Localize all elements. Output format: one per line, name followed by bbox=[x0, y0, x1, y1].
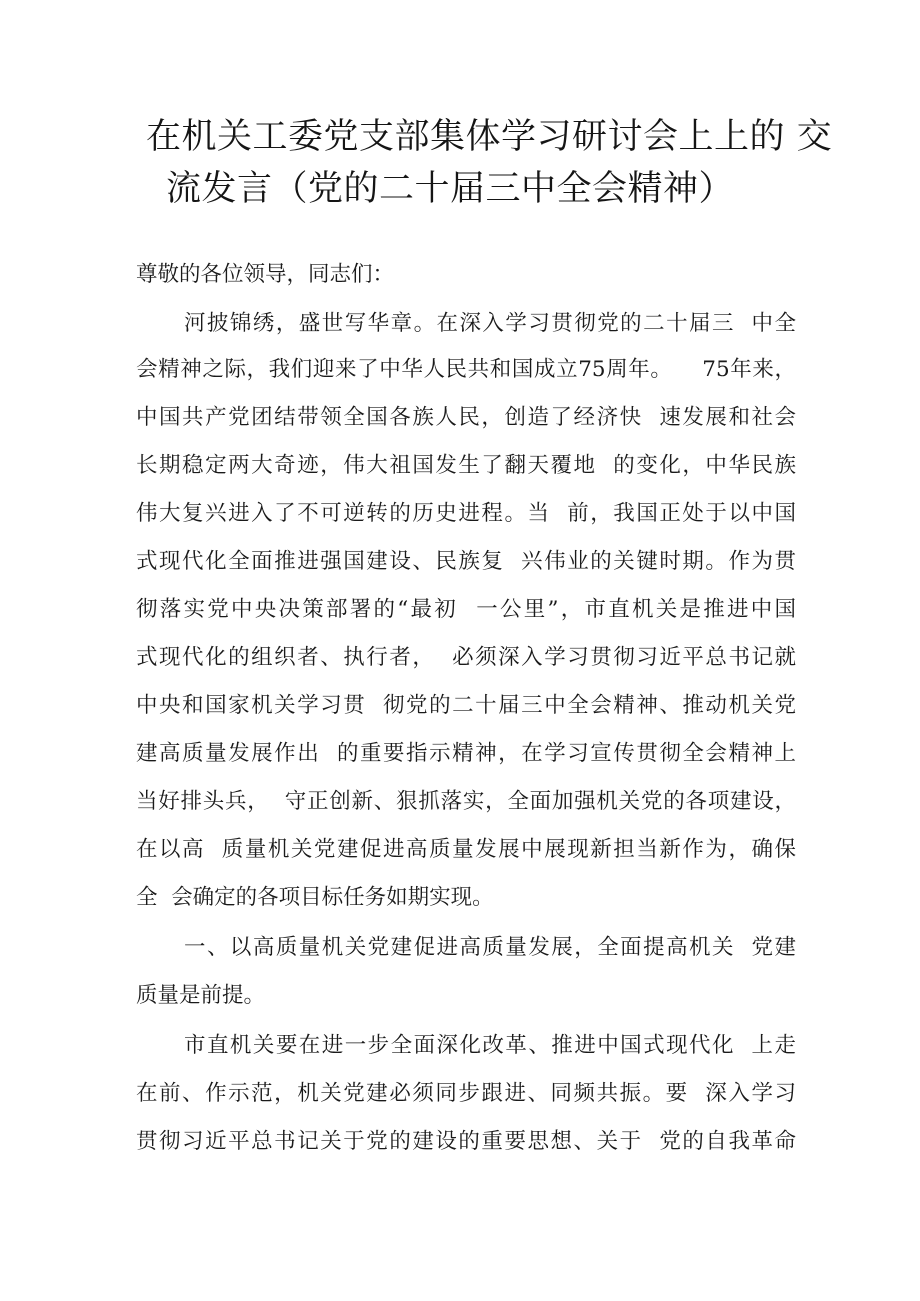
body-text-line: 贯彻习近平总书记关于党的建设的重要思想、关于 党的自我革命 bbox=[136, 1129, 796, 1154]
body-text-line: 式现代化全面推进强国建设、民族复 兴伟业的关键时期。作为贯 bbox=[136, 549, 796, 574]
body-text-line: 会精神之际，我们迎来了中华人民共和国成立75周年。 75年来， bbox=[136, 357, 796, 382]
body-text-line: 建高质量发展作出 的重要指示精神，在学习宣传贯彻全会精神上 bbox=[136, 741, 796, 766]
body-text-line: 河披锦绣，盛世写华章。在深入学习贯彻党的二十届三 中全 bbox=[184, 311, 796, 336]
body-text-line: 式现代化的组织者、执行者， 必须深入学习贯彻习近平总书记就 bbox=[136, 645, 796, 670]
body-text-line: 尊敬的各位领导，同志们： bbox=[136, 262, 395, 287]
document-title-line-2: 流发言（党的二十届三中全会精神） bbox=[166, 169, 735, 209]
body-text-line: 伟大复兴进入了不可逆转的历史进程。当 前，我国正处于以中国 bbox=[136, 501, 796, 526]
body-text-line: 当好排头兵， 守正创新、狠抓落实，全面加强机关党的各项建设， bbox=[136, 789, 796, 814]
body-text-line: 一、以高质量机关党建促进高质量发展，全面提高机关 党建 bbox=[184, 935, 796, 960]
document-title-line-1: 在机关工委党支部集体学习研讨会上上的 交 bbox=[146, 117, 833, 157]
body-text-line: 在前、作示范，机关党建必须同步跟进、同频共振。要 深入学习 bbox=[136, 1081, 796, 1106]
body-text-line: 中国共产党团结带领全国各族人民，创造了经济快 速发展和社会 bbox=[136, 405, 796, 430]
body-text-line: 长期稳定两大奇迹，伟大祖国发生了翻天覆地 的变化，中华民族 bbox=[136, 453, 796, 478]
body-text-line: 全 会确定的各项目标任务如期实现。 bbox=[136, 885, 494, 910]
body-text-line: 市直机关要在进一步全面深化改革、推进中国式现代化 上走 bbox=[184, 1033, 796, 1058]
body-text-line: 在以高 质量机关党建促进高质量发展中展现新担当新作为，确保 bbox=[136, 837, 796, 862]
body-text-line: 彻落实党中央决策部署的“最初 一公里”，市直机关是推进中国 bbox=[136, 597, 796, 622]
body-text-line: 质量是前提。 bbox=[136, 983, 266, 1008]
body-text-line: 中央和国家机关学习贯 彻党的二十届三中全会精神、推动机关党 bbox=[136, 693, 796, 718]
